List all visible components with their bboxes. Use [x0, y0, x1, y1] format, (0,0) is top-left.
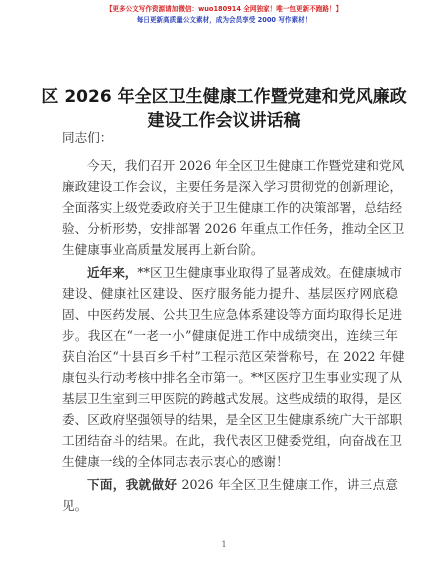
paragraph-2-line: 获自治区“十县百乡千村”工程示范区荣誉称号，在 2022 年健	[62, 349, 405, 364]
paragraph-2-line: 基层卫生室到三甲医院的跨越式发展。这些成绩的取得，是区	[62, 391, 403, 406]
paragraph-2-line: 步。我区在“一老一小”健康促进工作中成绩突出，连续三年	[62, 328, 398, 343]
paragraph-3-line: 见。	[62, 498, 88, 513]
promo-banner-line-1: 【更多公文写作资源请加微信：wuo180914 全网独家！唯一包更新不跑路！】	[105, 5, 343, 13]
paragraph-1-line: 廉政建设工作会议，主要任务是深入学习贯彻党的创新理论，	[62, 179, 403, 194]
paragraph-2-line: 工团结奋斗的结果。在此，我代表区卫健委党组，向奋战在卫	[62, 433, 403, 448]
paragraph-2-first-line	[87, 263, 402, 283]
paragraph-1-line: 生健康事业高质量发展再上新台阶。	[62, 242, 264, 257]
paragraph-3-lead: 下面，我就做好	[87, 477, 178, 492]
document-title-line-2: 建设工作会议讲话稿	[147, 111, 301, 131]
paragraph-2-line: 委、区政府坚强领导的结果，是全区卫生健康系统广大干部职	[62, 412, 403, 427]
paragraph-2-line: **区卫生健康事业取得了显著成效。在健康城市	[137, 265, 402, 280]
paragraph-1-line: 全面落实上级党委政府关于卫生健康工作的决策部署，总结经	[62, 200, 403, 215]
paragraph-2-line: 建设、健康社区建设、医疗服务能力提升、基层医疗网底稳	[62, 286, 398, 301]
paragraph-3-line: 2026 年全区卫生健康工作，讲三点意	[177, 477, 398, 492]
promo-banner	[0, 4, 448, 26]
paragraph-1-line: 验、分析形势，安排部署 2026 年重点工作任务，推动全区卫	[62, 221, 405, 236]
page-number: 1	[221, 540, 227, 549]
paragraph-2-line: 固、中医药发展、公共卫生应急体系建设等方面均取得长足进	[62, 307, 403, 322]
document-title-line-1: 区 2026 年全区卫生健康工作暨党建和党风廉政	[41, 87, 407, 107]
paragraph-2-lead: 近年来，	[87, 265, 138, 280]
greeting: 同志们：	[62, 130, 113, 145]
paragraph-3-first-line	[87, 475, 398, 495]
paragraph-2-line: 康包头行动考核中排名全市第一。**区医疗卫生事业实现了从	[62, 370, 403, 385]
paragraph-2-line: 生健康一线的全体同志表示衷心的感谢！	[62, 454, 289, 469]
paragraph-1-line: 今天，我们召开 2026 年全区卫生健康工作暨党建和党风	[87, 158, 405, 173]
promo-banner-line-2: 每日更新高质量公文素材，成为会员享受 2000 写作素材！	[136, 16, 312, 24]
